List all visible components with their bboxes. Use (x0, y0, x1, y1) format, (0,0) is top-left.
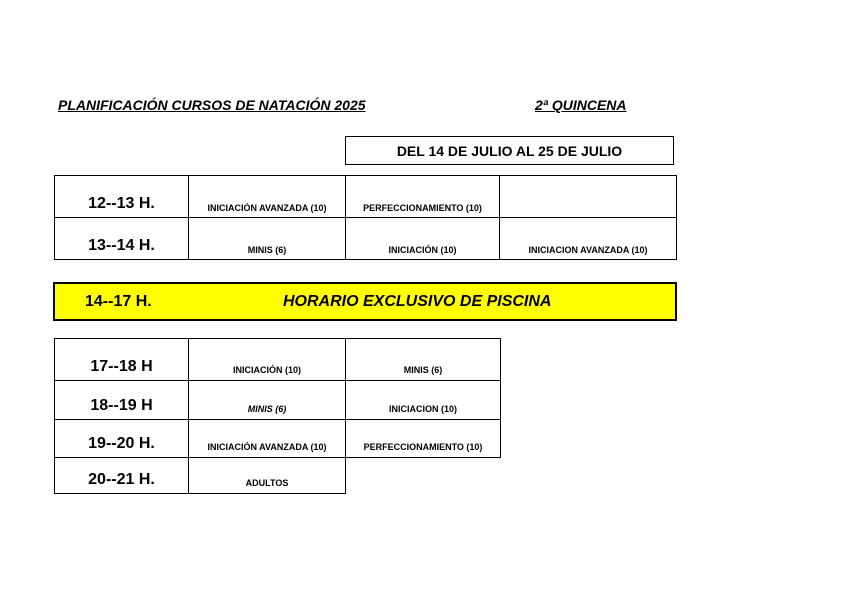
course-cell: PERFECCIONAMIENTO (10) (346, 420, 501, 458)
exclusive-time-label: 14--17 H. (85, 293, 152, 310)
time-slot-label: 18--19 H (55, 381, 189, 420)
course-cell: MINIS (6) (189, 218, 346, 260)
exclusive-pool-banner (53, 282, 677, 321)
table-row (55, 420, 501, 458)
time-slot-label: 13--14 H. (55, 218, 189, 260)
table-row (55, 218, 677, 260)
table-row (55, 339, 501, 381)
document-title: PLANIFICACIÓN CURSOS DE NATACIÓN 2025 (58, 97, 366, 113)
course-cell: MINIS (6) (346, 339, 501, 381)
course-cell: INICIACIÓN AVANZADA (10) (189, 176, 346, 218)
course-cell-empty (346, 458, 501, 494)
course-cell-empty (500, 176, 677, 218)
time-slot-label: 12--13 H. (55, 176, 189, 218)
course-cell: PERFECCIONAMIENTO (10) (346, 176, 500, 218)
course-cell: INICIACIÓN (10) (189, 339, 346, 381)
time-slot-label: 17--18 H (55, 339, 189, 381)
course-cell: INICIACIÓN (10) (346, 218, 500, 260)
course-cell: INICIACION (10) (346, 381, 501, 420)
date-range-box: DEL 14 DE JULIO AL 25 DE JULIO (345, 136, 674, 165)
course-cell: ADULTOS (189, 458, 346, 494)
schedule-table-midday (54, 175, 677, 260)
table-row (55, 176, 677, 218)
course-cell: INICIACIÓN AVANZADA (10) (189, 420, 346, 458)
time-slot-label: 19--20 H. (55, 420, 189, 458)
period-label: 2ª QUINCENA (535, 97, 627, 113)
time-slot-label: 20--21 H. (55, 458, 189, 494)
table-row (55, 458, 501, 494)
course-cell: INICIACION AVANZADA (10) (500, 218, 677, 260)
exclusive-pool-label: HORARIO EXCLUSIVO DE PISCINA (283, 293, 552, 310)
schedule-table-evening (54, 338, 501, 494)
course-cell: MINIS (6) (189, 381, 346, 420)
table-row (55, 381, 501, 420)
